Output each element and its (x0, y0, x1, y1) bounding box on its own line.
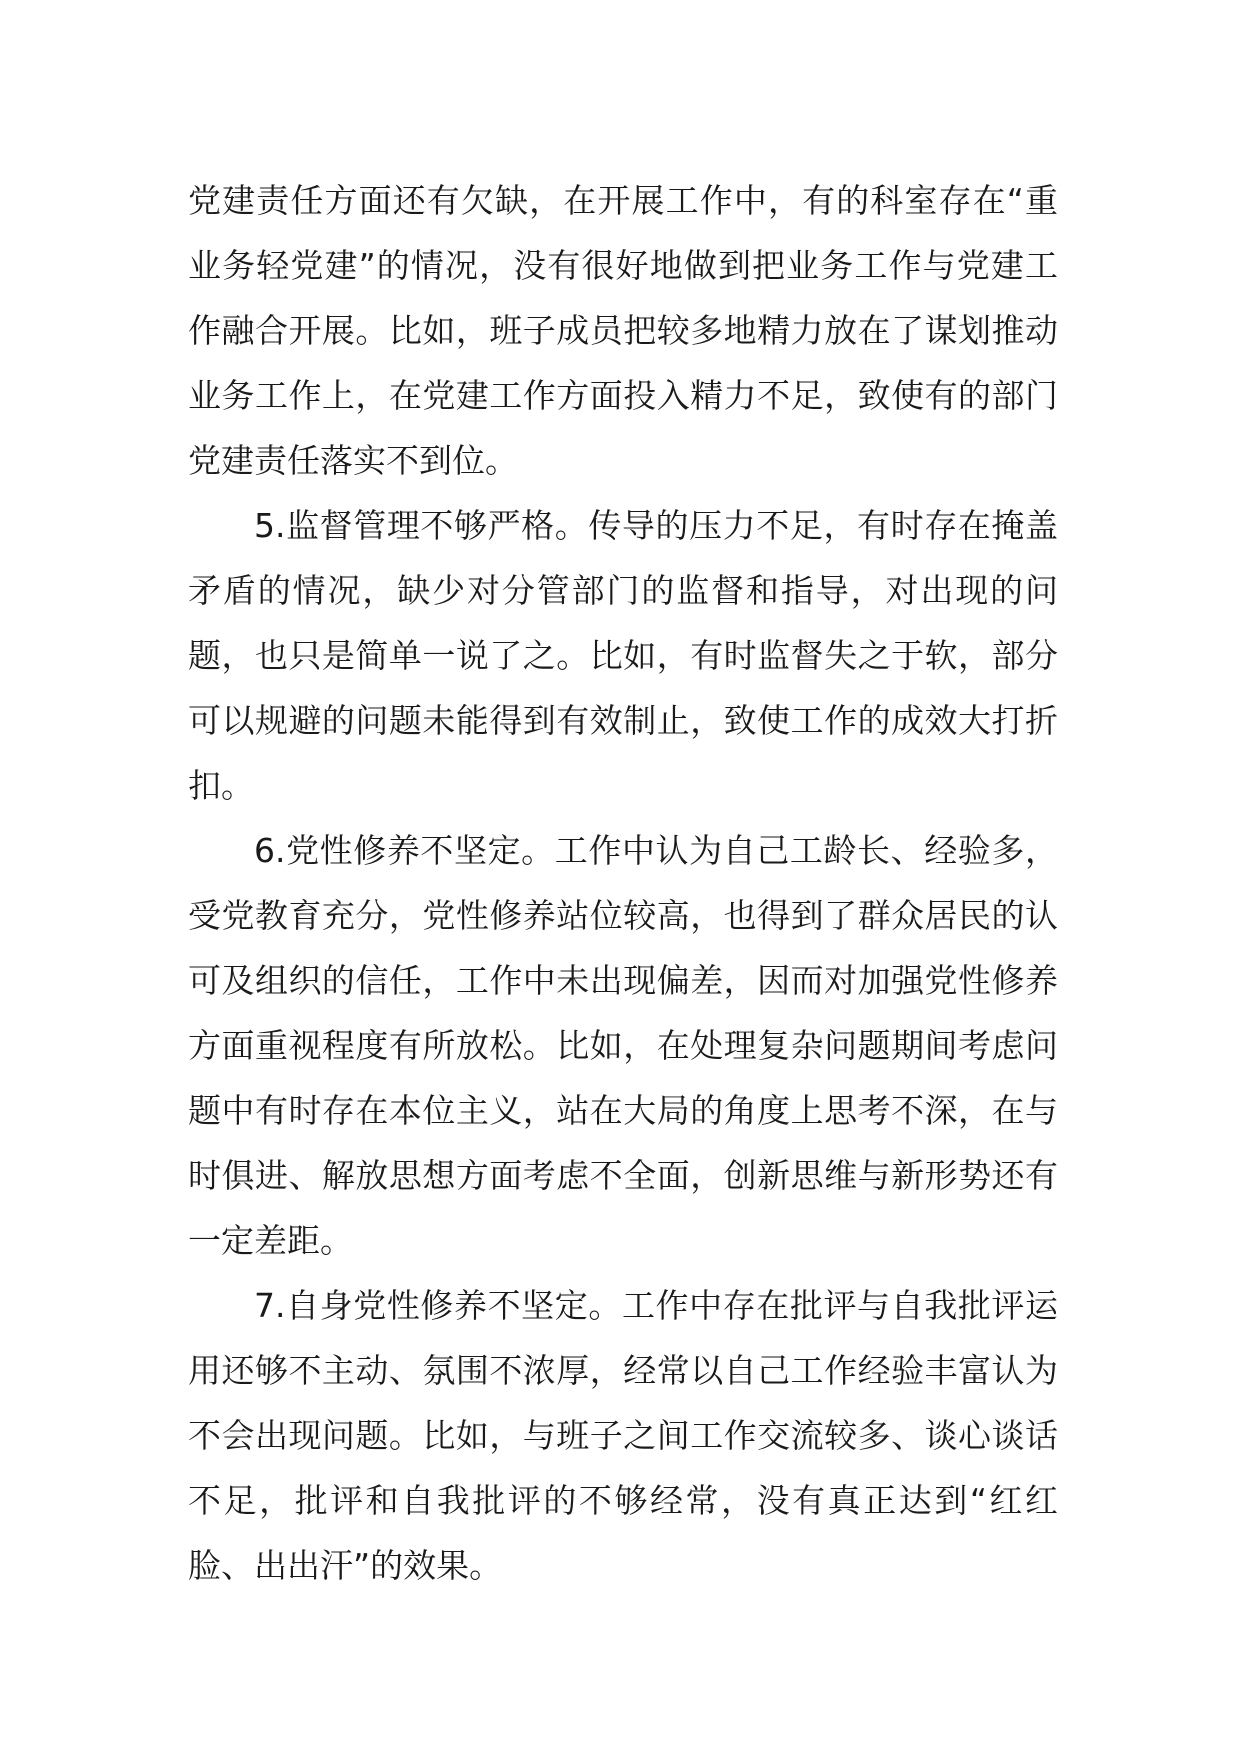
paragraph-supervision-management: 5.监督管理不够严格。传导的压力不足，有时存在掩盖矛盾的情况，缺少对分管部门的监督和指导，对出现的问题，也只是简单一说了之。比如，有时监督失之于软，部分可以规避的问题未能得到有效制止，致使工作的成效大打折扣。 (188, 506, 1058, 805)
paragraph-party-spirit-cultivation: 6.党性修养不坚定。工作中认为自己工龄长、经验多，受党教育充分，党性修养站位较高，也得到了群众居民的认可及组织的信任，工作中未出现偏差，因而对加强党性修养方面重视程度有所放松。比如，在处理复杂问题期间考虑问题中有时存在本位主义，站在大局的角度上思考不深，在与时俱进、解放思想方面考虑不全面，创新思维与新形势还有一定差距。 (188, 831, 1058, 1260)
paragraph-party-building-responsibility: 党建责任方面还有欠缺，在开展工作中，有的科室存在“重业务轻党建”的情况，没有很好地做到把业务工作与党建工作融合开展。比如，班子成员把较多地精力放在了谋划推动业务工作上，在党建工作方面投入精力不足，致使有的部门党建责任落实不到位。 (188, 181, 1058, 480)
document-body (188, 168, 1058, 1598)
paragraph-self-party-spirit: 7.自身党性修养不坚定。工作中存在批评与自我批评运用还够不主动、氛围不浓厚，经常以自己工作经验丰富认为不会出现问题。比如，与班子之间工作交流较多、谈心谈话不足，批评和自我批评的不够经常，没有真正达到“红红脸、出出汗”的效果。 (188, 1286, 1058, 1585)
